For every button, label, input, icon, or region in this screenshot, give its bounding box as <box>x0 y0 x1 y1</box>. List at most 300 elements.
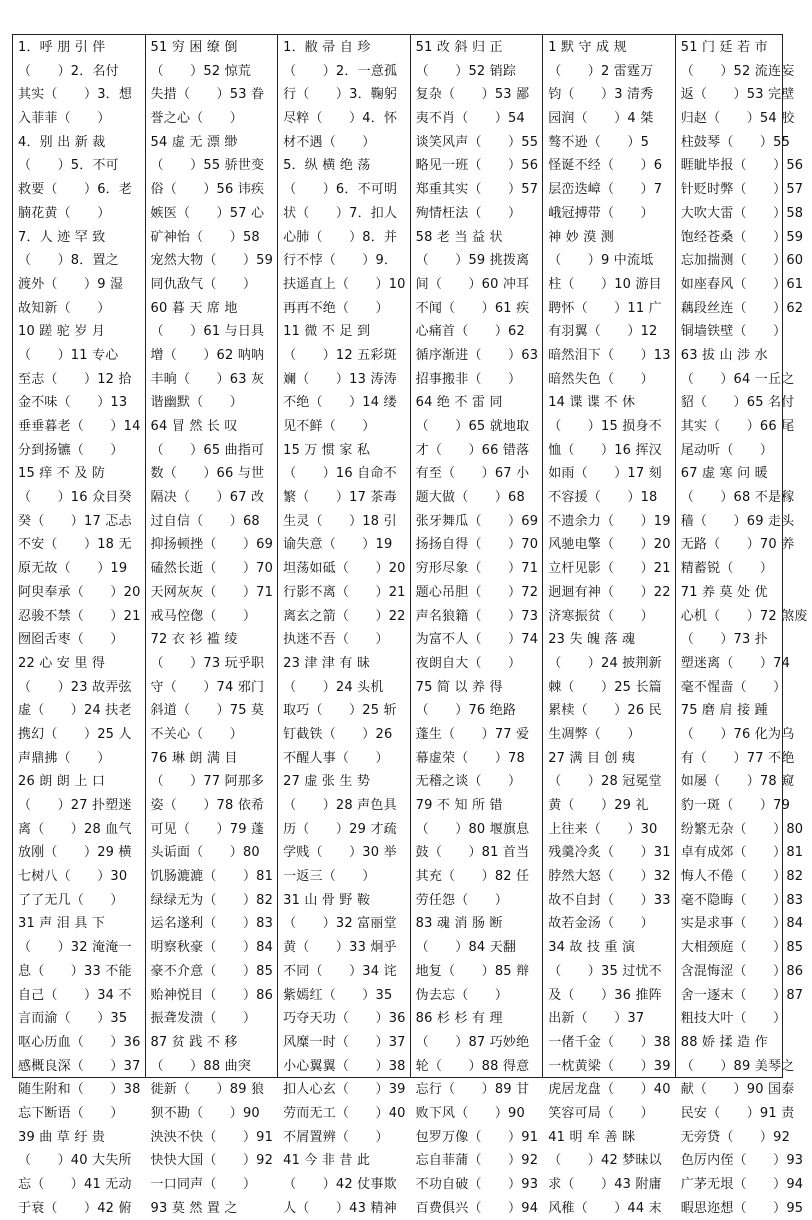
worksheet-line: 5．纵 横 绝 荡 <box>283 158 371 174</box>
worksheet-line: 聘怀（ ）11 广 <box>548 300 662 316</box>
worksheet-line: 扶遥直上（ ）10 <box>283 276 406 292</box>
worksheet-line: 93 莫 然 置 之 <box>150 1200 238 1216</box>
worksheet-line: 笑容可局（ ） <box>548 1105 654 1121</box>
worksheet-line: （ ）68 不是稼 <box>680 490 795 506</box>
worksheet-line: （ ）12 五彩斑 <box>283 347 397 363</box>
worksheet-line: 行不悖（ ）9． <box>283 253 398 269</box>
worksheet-line: 数（ ）66 与世 <box>150 466 265 482</box>
worksheet-line: 风驰电擎（ ）20 <box>548 537 671 553</box>
worksheet-line: 暇思迩想（ ）95 <box>680 1200 804 1216</box>
worksheet-column-4 <box>411 35 544 1216</box>
worksheet-line: 故知新（ ） <box>18 300 111 316</box>
worksheet-line: 蓬生（ ）77 爱 <box>415 726 530 742</box>
worksheet-line: 有羽翼（ ）12 <box>548 324 658 340</box>
worksheet-line: 故不自封（ ）33 <box>548 892 671 908</box>
worksheet-line: 88 娇 揉 造 作 <box>680 1034 768 1050</box>
worksheet-line: 风糜一时（ ）37 <box>283 1034 406 1050</box>
worksheet-line: 79 不 知 所 错 <box>415 798 503 813</box>
worksheet-line: （ ）16 众目癸 <box>18 490 132 506</box>
worksheet-line: 豪不介意（ ）85 <box>150 963 274 979</box>
worksheet-line: 不绝（ ）14 缕 <box>283 395 397 411</box>
worksheet-line: 60 暮 天 席 地 <box>150 300 238 316</box>
worksheet-line: 64 冒 然 长 叹 <box>150 419 238 434</box>
worksheet-line: 夷不肖（ ）54 <box>415 111 525 127</box>
worksheet-line: 有（ ）77 不绝 <box>680 750 795 766</box>
worksheet-line: 俗（ ）56 讳疾 <box>150 182 265 198</box>
worksheet-line: 腩花黄（ ） <box>18 205 111 221</box>
worksheet-line: 忍骏不禁（ ）21 <box>18 608 141 624</box>
worksheet-line: 忘自菲蒲（ ）92 <box>415 1153 539 1169</box>
worksheet-line: 悔人不倦（ ）82 <box>680 869 804 885</box>
worksheet-line: （ ）24 披荆新 <box>548 655 662 671</box>
worksheet-line: 其充（ ）82 任 <box>415 869 530 885</box>
worksheet-line: 立杆见影（ ）21 <box>548 561 671 577</box>
worksheet-line: 一枕黄梁（ ）39 <box>548 1058 671 1074</box>
worksheet-line: 不闻（ ）61 疾 <box>415 300 530 316</box>
worksheet-line: 分到扬镳（ ） <box>18 442 124 458</box>
worksheet-line: （ ）87 巧妙绝 <box>415 1034 530 1050</box>
worksheet-line: 75 简 以 养 得 <box>415 679 503 695</box>
worksheet-line: 携幻（ ）25 人 <box>18 726 132 742</box>
worksheet-line: 钉截铁（ ）26 <box>283 726 393 742</box>
worksheet-line: 忘（ ）41 无动 <box>18 1177 132 1192</box>
worksheet-line: 守（ ）74 邪门 <box>150 679 265 695</box>
worksheet-line: 救要（ ）6．老 <box>18 182 133 198</box>
worksheet-line: 暗然失色（ ） <box>548 371 654 387</box>
worksheet-line: 39 曲 草 纡 贵 <box>18 1129 106 1145</box>
worksheet-line: 狈不勘（ ）90 <box>150 1105 260 1121</box>
worksheet-line: 题大做（ ）68 <box>415 490 525 506</box>
worksheet-line: （ ）2 雷霆万 <box>548 63 654 79</box>
worksheet-line: 金不味（ ）13 <box>18 395 128 411</box>
worksheet-line: 豹一斑（ ）79 <box>680 798 791 813</box>
worksheet-line: 斜道（ ）75 莫 <box>150 703 265 719</box>
worksheet-line: 有至（ ）67 小 <box>415 466 530 482</box>
worksheet-line: 扬扬自得（ ）70 <box>415 537 539 553</box>
worksheet-line: 谕失意（ ）19 <box>283 537 393 553</box>
worksheet-line: 忘下断语（ ） <box>18 1105 124 1121</box>
worksheet-line: 心痛首（ ）62 <box>415 324 525 340</box>
worksheet-line: 不容援（ ）18 <box>548 490 658 506</box>
worksheet-line: （ ）52 销踪 <box>415 63 517 79</box>
worksheet-line: （ ）73 扑 <box>680 632 769 648</box>
worksheet-line: 劳任怨（ ） <box>415 892 509 908</box>
worksheet-line: 取巧（ ）25 斩 <box>283 703 397 719</box>
worksheet-line: 卓有成郊（ ）81 <box>680 845 804 861</box>
worksheet-line: 51 穷 困 缭 倒 <box>150 40 238 55</box>
worksheet-line: 繁（ ）17 茶毒 <box>283 490 397 506</box>
worksheet-line: 题心吊胆（ ）72 <box>415 584 539 600</box>
worksheet-line: 大相颈庭（ ）85 <box>680 940 804 956</box>
worksheet-line: 63 拔 山 涉 水 <box>680 347 768 363</box>
worksheet-line: 26 朗 朗 上 口 <box>18 774 106 790</box>
worksheet-line: 囫囵舌枣（ ） <box>18 632 124 648</box>
worksheet-line: 脖然大怒（ ）32 <box>548 869 671 885</box>
worksheet-line: 于衰（ ）42 俯 <box>18 1200 132 1216</box>
worksheet-line: 七树八（ ）30 <box>18 869 128 885</box>
worksheet-line: （ ）80 堰旗息 <box>415 821 530 837</box>
worksheet-line: 绿绿无为（ ）82 <box>150 892 274 908</box>
idiom-correction-worksheet <box>12 34 808 1216</box>
worksheet-line: 癸（ ）17 忑忐 <box>18 513 132 529</box>
worksheet-line: 塑迷离（ ）74 <box>680 655 791 671</box>
worksheet-line: 了了无几（ ） <box>18 892 124 908</box>
worksheet-line: 垂垂暮老（ ）14 <box>18 419 141 434</box>
worksheet-line: 31 山 骨 野 鞍 <box>283 892 371 908</box>
worksheet-line: 扣人心玄（ ）39 <box>283 1082 406 1098</box>
worksheet-line: 贻神悦目（ ）86 <box>150 987 274 1003</box>
worksheet-line: 不遗余力（ ）19 <box>548 513 671 529</box>
worksheet-line: 磕然长逝（ ）70 <box>150 561 274 577</box>
worksheet-line: 学贱（ ）30 举 <box>283 845 397 861</box>
worksheet-line: 累椟（ ）26 民 <box>548 703 662 719</box>
worksheet-column-3 <box>278 35 411 1216</box>
worksheet-line: 峨冠搏带（ ） <box>548 205 654 221</box>
worksheet-line: （ ）5．不可 <box>18 158 119 174</box>
worksheet-line: （ ）64 一丘之 <box>680 371 795 387</box>
worksheet-column-6 <box>676 35 812 1216</box>
worksheet-line: 离（ ）28 血气 <box>18 821 132 837</box>
worksheet-line: 1．呼 朋 引 伴 <box>18 40 106 55</box>
worksheet-line: （ ）11 专心 <box>18 347 119 363</box>
worksheet-line: 息（ ）33 不能 <box>18 963 132 979</box>
worksheet-line: 34 故 技 重 演 <box>548 940 636 956</box>
worksheet-line: 略见一班（ ）56 <box>415 158 539 174</box>
worksheet-line: 藕段丝连（ ）62 <box>680 300 804 316</box>
worksheet-line: 含混悔涩（ ）86 <box>680 963 804 979</box>
worksheet-line: 一偖千金（ ）38 <box>548 1034 671 1050</box>
worksheet-line: （ ）2．一意孤 <box>283 63 398 79</box>
worksheet-line: 原无故（ ）19 <box>18 561 128 577</box>
worksheet-line: 间（ ）60 冲耳 <box>415 276 530 292</box>
worksheet-line: 貂（ ）65 名付 <box>680 395 795 411</box>
worksheet-line: 纷繁无杂（ ）80 <box>680 821 804 837</box>
worksheet-line: 31 声 泪 具 下 <box>18 916 106 932</box>
worksheet-line: 27 虚 张 生 势 <box>283 774 371 790</box>
worksheet-line: 15 万 惯 家 私 <box>283 442 371 458</box>
worksheet-line: 无路（ ）70 养 <box>680 537 795 553</box>
worksheet-line: 归赵（ ）54 胶 <box>680 111 795 127</box>
worksheet-line: （ ）89 美琴之 <box>680 1058 795 1074</box>
worksheet-line: 循序渐进（ ）63 <box>415 347 539 363</box>
worksheet-line: （ ）28 声色具 <box>283 798 397 813</box>
worksheet-line: 戒马倥偬（ ） <box>150 608 257 624</box>
worksheet-line: 复杂（ ）53 鄙 <box>415 87 530 103</box>
worksheet-line: 振聋发溃（ ） <box>150 1011 257 1027</box>
worksheet-line: （ ）16 自命不 <box>283 466 397 482</box>
worksheet-line: 才（ ）66 错落 <box>415 442 530 458</box>
worksheet-line: （ ）23 故弄弦 <box>18 679 132 695</box>
worksheet-line: 声名狼籍（ ）73 <box>415 608 539 624</box>
worksheet-line: 虚（ ）24 扶老 <box>18 703 132 719</box>
worksheet-line: （ ）59 挑拨离 <box>415 253 530 269</box>
worksheet-line: 其实（ ）3．想 <box>18 87 133 103</box>
worksheet-line: 钧（ ）3 清秀 <box>548 87 654 103</box>
worksheet-line: 失措（ ）53 眷 <box>150 87 265 103</box>
worksheet-line: 生凋弊（ ） <box>548 726 641 742</box>
worksheet-line: 行影不离（ ）21 <box>283 584 406 600</box>
worksheet-line: （ ）84 天翻 <box>415 940 517 956</box>
worksheet-line: 姿（ ）78 依希 <box>150 798 265 813</box>
worksheet-line: 穑（ ）69 走头 <box>680 513 795 529</box>
worksheet-line: 风稚（ ）44 末 <box>548 1200 662 1216</box>
worksheet-line: 粗技大叶（ ） <box>680 1011 787 1027</box>
worksheet-line: 幕虚荣（ ）78 <box>415 750 525 766</box>
worksheet-line: 声鼎拂（ ） <box>18 750 111 766</box>
worksheet-line: 饥肠漉漉（ ）81 <box>150 869 274 885</box>
worksheet-line: 其实（ ）66 尾 <box>680 419 795 434</box>
worksheet-line: 巧夺天功（ ）36 <box>283 1011 406 1027</box>
worksheet-line: 张牙舞瓜（ ）69 <box>415 513 539 529</box>
worksheet-line: （ ）77 阿那多 <box>150 774 265 790</box>
worksheet-line: 济寒振贫（ ） <box>548 608 654 624</box>
worksheet-line: （ ）52 惊荒 <box>150 63 252 79</box>
worksheet-line: 状（ ）7．扣人 <box>283 205 398 221</box>
worksheet-line: 民安（ ）91 责 <box>680 1105 795 1121</box>
worksheet-line: 忘行（ ）89 甘 <box>415 1082 530 1098</box>
worksheet-line: 郑重其实（ ）57 <box>415 182 539 198</box>
worksheet-line: 谐幽默（ ） <box>150 395 243 411</box>
worksheet-line: （ ）6．不可明 <box>283 182 398 198</box>
worksheet-line: 迥迴有神（ ）22 <box>548 584 671 600</box>
worksheet-line: 自己（ ）34 不 <box>18 987 132 1003</box>
worksheet-line: 言而渝（ ）35 <box>18 1011 128 1027</box>
worksheet-line: 求（ ）43 附庸 <box>548 1177 662 1192</box>
worksheet-line: 斓（ ）13 涛涛 <box>283 371 397 387</box>
worksheet-line: 入菲菲（ ） <box>18 111 111 127</box>
worksheet-line: 51 门 廷 若 市 <box>680 40 768 55</box>
worksheet-line: 心肺（ ）8．并 <box>283 229 398 245</box>
worksheet-line: 75 磨 肩 接 踵 <box>680 703 768 719</box>
worksheet-line: 人（ ）43 精神 <box>283 1200 397 1216</box>
worksheet-column-2 <box>146 35 279 1216</box>
worksheet-line: 黄（ ）33 炯乎 <box>283 940 397 956</box>
worksheet-line: 不同（ ）34 诧 <box>283 963 397 979</box>
worksheet-line: （ ）9 中流坻 <box>548 253 654 269</box>
worksheet-line: 毫不惺啬（ ） <box>680 679 787 695</box>
worksheet-line: 地复（ ）85 辩 <box>415 963 530 979</box>
worksheet-line: 泱泱不快（ ）91 <box>150 1129 274 1145</box>
worksheet-line: 增（ ）62 呐呐 <box>150 347 265 363</box>
worksheet-line: 殉情枉法（ ） <box>415 205 522 221</box>
worksheet-line: 23 失 魄 落 魂 <box>548 632 636 648</box>
worksheet-line: 随生附和（ ）38 <box>18 1082 141 1098</box>
worksheet-line: 残羹冷炙（ ）31 <box>548 845 671 861</box>
worksheet-line: 出新（ ）37 <box>548 1011 645 1027</box>
worksheet-column-5 <box>543 35 676 1216</box>
worksheet-line: 为富不人（ ）74 <box>415 632 539 648</box>
worksheet-line: （ ）35 过忧不 <box>548 963 662 979</box>
worksheet-line: 11 微 不 足 到 <box>283 324 371 340</box>
worksheet-line: 忘加揣测（ ）60 <box>680 253 804 269</box>
worksheet-line: 51 改 斜 归 正 <box>415 40 503 55</box>
worksheet-line: 层峦迭嶂（ ）7 <box>548 182 663 198</box>
worksheet-line: 快快大国（ ）92 <box>150 1153 274 1169</box>
worksheet-line: 呕心历血（ ）36 <box>18 1034 141 1050</box>
worksheet-line: （ ）73 玩乎职 <box>150 655 265 671</box>
worksheet-line: （ ）76 化为乌 <box>680 726 795 742</box>
worksheet-line: 感概良深（ ）37 <box>18 1058 141 1074</box>
worksheet-line: 故若金汤（ ） <box>548 916 654 932</box>
worksheet-line: 不功自破（ ）93 <box>415 1177 539 1192</box>
worksheet-line: 夜朗自大（ ） <box>415 655 522 671</box>
worksheet-line: 坦荡如砥（ ）20 <box>283 561 406 577</box>
worksheet-line: 58 老 当 益 状 <box>415 229 503 245</box>
worksheet-line: 劳而无工（ ）40 <box>283 1105 406 1121</box>
worksheet-line: 27 满 目 创 痍 <box>548 750 636 766</box>
worksheet-line: （ ）42 梦昧以 <box>548 1153 662 1169</box>
worksheet-line: 行（ ）3．鞠躬 <box>283 87 398 103</box>
worksheet-line: 过自信（ ）68 <box>150 513 260 529</box>
worksheet-line: 1 默 守 成 规 <box>548 40 627 55</box>
worksheet-line: 谈笑风声（ ）55 <box>415 134 539 150</box>
worksheet-line: 隔决（ ）67 改 <box>150 490 265 506</box>
worksheet-line: 黄（ ）29 礼 <box>548 798 649 813</box>
worksheet-line: 一口同声（ ） <box>150 1177 257 1192</box>
worksheet-line: 恤（ ）16 挥汉 <box>548 442 662 458</box>
worksheet-line: 柱鼓琴（ ）55 <box>680 134 791 150</box>
worksheet-line: （ ）2．名付 <box>18 63 119 79</box>
worksheet-line: 神 妙 漠 测 <box>548 229 614 245</box>
worksheet-line: 轮（ ）88 得意 <box>415 1058 530 1074</box>
worksheet-line: 尽粹（ ）4．怀 <box>283 111 398 127</box>
worksheet-line: （ ）61 与日具 <box>150 324 265 340</box>
worksheet-line: 15 痒 不 及 防 <box>18 466 106 482</box>
worksheet-line: （ ）15 损身不 <box>548 419 662 434</box>
worksheet-line: 无稽之谈（ ） <box>415 774 522 790</box>
worksheet-line: 包罗万像（ ）91 <box>415 1129 539 1145</box>
worksheet-line: 不关心（ ） <box>150 726 243 742</box>
worksheet-line: （ ）76 绝路 <box>415 703 517 719</box>
worksheet-line: （ ）65 曲指可 <box>150 442 265 458</box>
worksheet-line: 10 蹉 驼 岁 月 <box>18 324 106 340</box>
worksheet-line: 渡外（ ）9 湿 <box>18 276 124 292</box>
worksheet-line: 精蓄锐（ ） <box>680 561 774 577</box>
worksheet-line: 饱经苍桑（ ）59 <box>680 229 804 245</box>
worksheet-line: 76 琳 朗 满 目 <box>150 750 238 766</box>
worksheet-line: 4．别 出 新 裁 <box>18 134 106 150</box>
worksheet-line: 历（ ）29 才疏 <box>283 821 397 837</box>
worksheet-line: 不醒人事（ ） <box>283 750 389 766</box>
worksheet-line: 同仇敌气（ ） <box>150 276 257 292</box>
worksheet-line: 材不遇（ ） <box>283 134 376 150</box>
worksheet-line: （ ）32 富丽堂 <box>283 916 397 932</box>
worksheet-line: 矿神怡（ ）58 <box>150 229 260 245</box>
worksheet-line: 抑扬顿挫（ ）69 <box>150 537 274 553</box>
worksheet-line: （ ）55 骄世变 <box>150 158 265 174</box>
worksheet-line: 舍一逐末（ ）87 <box>680 987 804 1003</box>
worksheet-column-1 <box>13 35 146 1216</box>
worksheet-line: 86 杉 杉 有 理 <box>415 1011 503 1027</box>
worksheet-line: （ ）8．置之 <box>18 253 119 269</box>
worksheet-line: 头诟面（ ）80 <box>150 845 260 861</box>
worksheet-line: 伪去忘（ ） <box>415 987 509 1003</box>
worksheet-line: 如雨（ ）17 刻 <box>548 466 662 482</box>
worksheet-line: 实是求事（ ）84 <box>680 916 804 932</box>
worksheet-line: 64 绝 不 雷 同 <box>415 395 503 411</box>
worksheet-line: 如屡（ ）78 窥 <box>680 774 795 790</box>
worksheet-line: 41 今 非 昔 此 <box>283 1153 371 1169</box>
worksheet-line: 暗然泪下（ ）13 <box>548 347 671 363</box>
worksheet-line: 执迷不吾（ ） <box>283 632 389 648</box>
worksheet-line: 虎居龙盘（ ）40 <box>548 1082 671 1098</box>
worksheet-line: 72 衣 衫 褴 绫 <box>150 632 238 648</box>
worksheet-line: 至志（ ）12 拾 <box>18 371 132 387</box>
worksheet-line: 41 明 牟 善 眯 <box>548 1129 636 1145</box>
worksheet-line: （ ）27 扑塑迷 <box>18 798 132 813</box>
worksheet-line: （ ）52 流连妄 <box>680 63 795 79</box>
worksheet-line: 运名遂利（ ）83 <box>150 916 274 932</box>
worksheet-line: （ ）28 冠冕堂 <box>548 774 662 790</box>
worksheet-line: 见不鲜（ ） <box>283 419 376 434</box>
worksheet-line: 生灵（ ）18 引 <box>283 513 397 529</box>
worksheet-line: 柱（ ）10 游目 <box>548 276 662 292</box>
worksheet-line: 天网灰灰（ ）71 <box>150 584 274 600</box>
worksheet-line: 阿臾奉承（ ）20 <box>18 584 141 600</box>
worksheet-line: 再再不绝（ ） <box>283 300 389 316</box>
worksheet-line: 离玄之箭（ ）22 <box>283 608 406 624</box>
worksheet-line: 不屑置辨（ ） <box>283 1129 389 1145</box>
worksheet-line: 骜不逊（ ）5 <box>548 134 650 150</box>
worksheet-line: 广茅无垠（ ）94 <box>680 1177 804 1192</box>
worksheet-line: 紫嫣红（ ）35 <box>283 987 393 1003</box>
worksheet-line: （ ）40 大失所 <box>18 1153 132 1169</box>
worksheet-line: 色厉内侄（ ）93 <box>680 1153 804 1169</box>
worksheet-line: 7．人 迹 罕 致 <box>18 229 106 245</box>
worksheet-line: 83 魂 消 肠 断 <box>415 916 503 932</box>
worksheet-line: 可见（ ）79 蓬 <box>150 821 265 837</box>
worksheet-line: 招事搬非（ ） <box>415 371 522 387</box>
worksheet-line: 返（ ）53 完壁 <box>680 87 795 103</box>
worksheet-line: 睚眦毕报（ ）56 <box>680 158 804 174</box>
worksheet-line: 大吹大雷（ ）58 <box>680 205 804 221</box>
worksheet-line: 棘（ ）25 长篇 <box>548 679 662 695</box>
worksheet-line: 穷形尽象（ ）71 <box>415 561 539 577</box>
worksheet-line: 1．敝 帚 自 珍 <box>283 40 371 55</box>
worksheet-line: 誉之心（ ） <box>150 111 243 127</box>
worksheet-line: 87 贫 践 不 移 <box>150 1034 238 1050</box>
worksheet-line: 嫉医（ ）57 心 <box>150 205 265 221</box>
worksheet-line: 及（ ）36 推阵 <box>548 987 662 1003</box>
worksheet-line: 铜墙铁壁（ ） <box>680 324 787 340</box>
worksheet-line: 百费俱兴（ ）94 <box>415 1200 539 1216</box>
worksheet-line: （ ）88 曲突 <box>150 1058 252 1074</box>
worksheet-line: 园润（ ）4 桀 <box>548 111 654 127</box>
worksheet-line: 献（ ）90 国泰 <box>680 1082 795 1098</box>
worksheet-line: 针贬时弊（ ）57 <box>680 182 804 198</box>
worksheet-line: 71 养 莫 处 优 <box>680 584 768 600</box>
worksheet-line: （ ）42 仗事欺 <box>283 1177 397 1192</box>
worksheet-line: 不安（ ）18 无 <box>18 537 132 553</box>
worksheet-line: 尾动听（ ） <box>680 442 774 458</box>
worksheet-line: 一返三（ ） <box>283 869 376 885</box>
worksheet-line: 上往来（ ）30 <box>548 821 658 837</box>
worksheet-line: 毫不隐晦（ ）83 <box>680 892 804 908</box>
worksheet-line: 22 心 安 里 得 <box>18 655 106 671</box>
worksheet-line: 放刚（ ）29 横 <box>18 845 132 861</box>
worksheet-line: 如座春风（ ）61 <box>680 276 804 292</box>
worksheet-line: 明察秋豪（ ）84 <box>150 940 274 956</box>
worksheet-line: 54 虚 无 漂 缈 <box>150 134 238 150</box>
worksheet-line: 鼓（ ）81 首当 <box>415 845 530 861</box>
worksheet-line: （ ）65 就地取 <box>415 419 530 434</box>
worksheet-line: 67 虚 寒 问 暖 <box>680 466 768 482</box>
worksheet-line: 怪诞不经（ ）6 <box>548 158 663 174</box>
worksheet-line: 丰晌（ ）63 灰 <box>150 371 265 387</box>
worksheet-line: 徙新（ ）89 狼 <box>150 1082 265 1098</box>
worksheet-line: 小心翼翼（ ）38 <box>283 1058 406 1074</box>
worksheet-line: 败下风（ ）90 <box>415 1105 525 1121</box>
